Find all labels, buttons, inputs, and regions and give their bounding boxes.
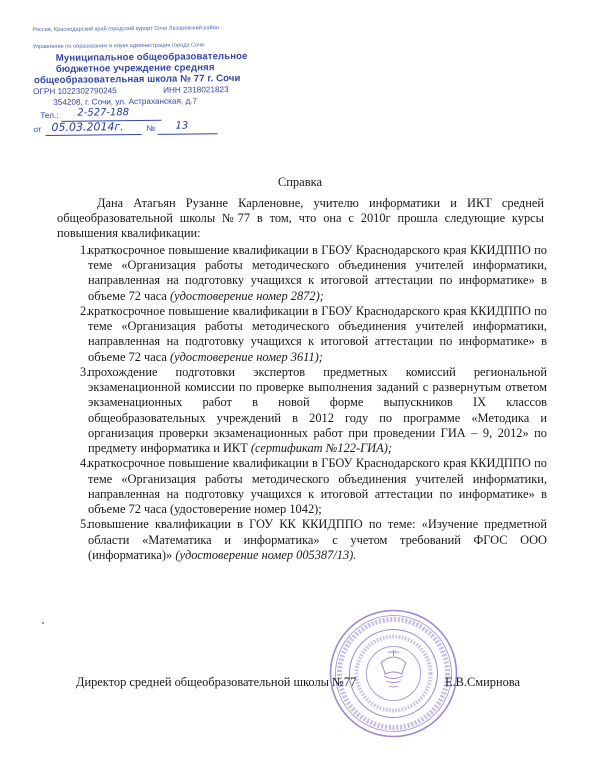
stamp-tel-value: 2-527-188 [77,107,130,119]
stamp-number-value: 13 [175,120,189,132]
stamp-ministry-line-1: Россия, Краснодарский край городской курорт Сочи Лазаревский район [32,25,219,34]
signature-position: Директор средней общеобразовательной школы №77 [76,675,357,689]
list-item-text: прохождение подготовки экспертов предметных комиссий региональной экзаменационной комиссии по проверке выполнения заданий с развернутым ответом экзаменационных работ в новой форме выпускников IX классов общеобразовательных учреждений в 2012 году по программе «Методика и организация проверки экзаменационных работ при проведении ГИА – 9, 2012» по предмету информатика и ИКТ [88,365,547,456]
list-item [57,365,547,456]
stamp-date-underline [46,134,142,136]
list-item-number: 2. [80,304,90,318]
stamp-date-value: 05.03.2014г. [51,120,124,134]
list-item-note: (удостоверение номер 2872); [170,288,324,303]
list-item-text: краткосрочное повышение квалификации в ГБОУ Краснодарского края ККИДППО по теме «Организация работы методического объединения учителей информатики, направленная на подготовку учащихся к итоговой аттестации по информатике» в объеме 72 часа [88,243,547,303]
stray-dot [42,622,44,624]
intro-paragraph: Дана Атагьян Рузанне Карленовне, учителю информатики и ИКТ средней общеобразовательной школы №77 в том, что она с 2010г прошла следующие курсы повышения квалификации: [57,196,544,241]
list-item-number: 1. [80,243,90,257]
list-item-text: повышение квалификации в ГОУ КК ККИДППО по теме: «Изучение предметной области «Математика и информатика» с учетом требований ФГОС ООО (информатика)» [88,517,547,562]
list-item-text: краткосрочное повышение квалификации в ГБОУ Краснодарского края ККИДППО по теме «Организация работы методического объединения учителей информатики, направленная на подготовку учащихся к итоговой аттестации по информатике» в объеме 72 часа (удостоверение номер 1042); [88,456,547,517]
stamp-org-name-3: общеобразовательная школа № 77 г. Сочи [33,72,241,87]
list-item-number: 3. [80,365,90,379]
list-item [57,243,547,304]
courses-list [57,243,547,563]
list-item-number: 5. [80,517,90,532]
list-item-note: (удостоверение номер 005387/13). [175,547,357,562]
list-item-number: 4. [80,456,90,471]
signature-name: Е.В.Смирнова [445,675,520,689]
round-seal [326,606,461,741]
stamp-ogrn: ОГРН 1022302790245 [33,86,117,97]
stamp-inn: ИНН 2318021823 [163,85,229,95]
stamp-tel-label: Тел.: [40,110,59,121]
document-title: Справка [277,175,323,189]
stamp-address: 354208, г. Сочи, ул. Астраханская, д.7 [53,96,198,107]
letterhead-stamp [32,25,251,135]
list-item-note: (удостоверение номер 3611); [170,349,323,364]
list-item [57,456,547,517]
stamp-date-prefix: от [33,125,42,135]
list-item [57,304,547,365]
stamp-number-underline [158,133,218,135]
stamp-number-label: № [146,123,156,133]
stamp-org-name-2: бюджетное учреждение средняя [55,62,215,75]
list-item-text: краткосрочное повышение квалификации в ГБОУ Краснодарского края ККИДППО по теме «Организация работы методического объединения учителей информатики, направленная на подготовку учащихся к итоговой аттестации по информатике» в объеме 72 часа [88,304,547,364]
stamp-org-name-1: Муниципальное общеобразовательное [55,50,248,64]
stamp-ministry-line-2: Управление по образованию и науке администрации города Сочи [32,42,205,51]
list-item [57,517,547,563]
list-item-note: (сертификат №122-ГИА); [250,441,392,456]
